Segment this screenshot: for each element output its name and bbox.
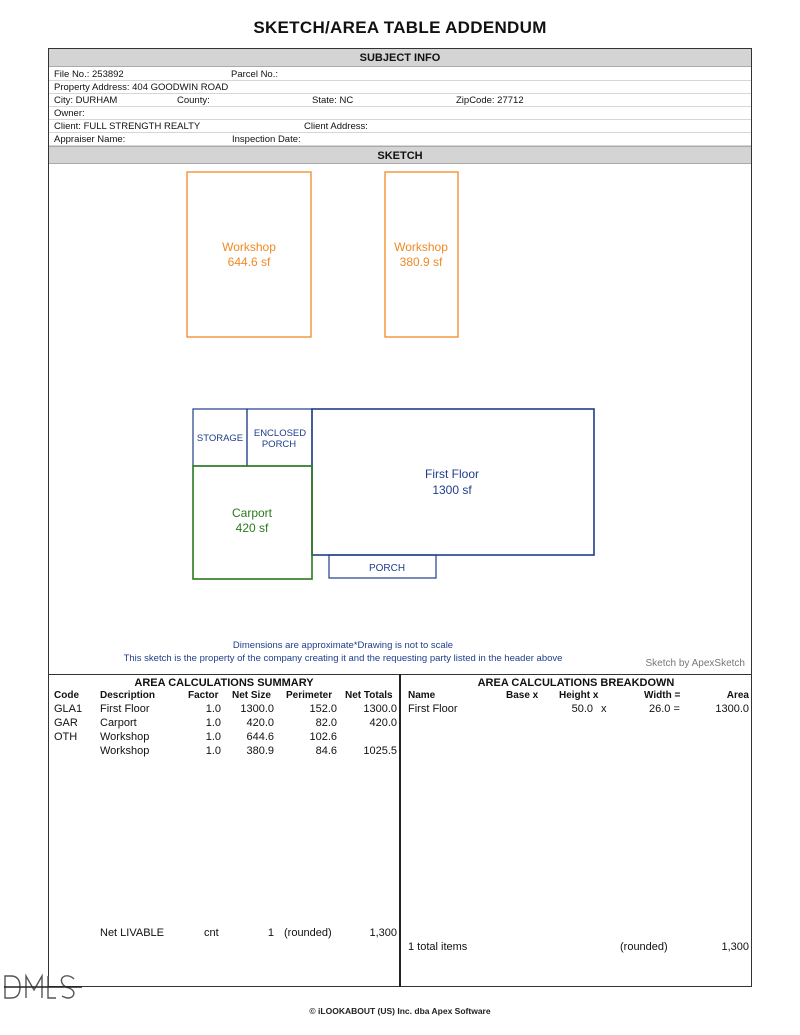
summary-factor: 1.0 xyxy=(205,703,221,715)
breakdown-total-items: 1 total items xyxy=(408,941,468,953)
sketch-credit: Sketch by ApexSketch xyxy=(645,658,745,669)
workshop-2-area: 380.9 sf xyxy=(399,255,443,269)
summary-net-size: 380.9 xyxy=(246,745,274,757)
net-livable-total: 1,300 xyxy=(369,927,397,939)
col-perimeter: Perimeter xyxy=(286,690,333,701)
area-summary-panel xyxy=(49,674,399,987)
col-name: Name xyxy=(408,690,436,701)
summary-perimeter: 152.0 xyxy=(309,703,337,715)
breakdown-rounded-label: (rounded) xyxy=(620,941,668,953)
summary-factor: 1.0 xyxy=(205,745,221,757)
col-width: Width = xyxy=(644,690,681,701)
info-row-client xyxy=(49,120,751,133)
subject-info-heading: SUBJECT INFO xyxy=(49,49,751,67)
client-address: Client Address: xyxy=(304,121,368,132)
col-base: Base x xyxy=(506,690,539,701)
appraiser-name: Appraiser Name: xyxy=(54,134,126,145)
net-livable-cnt-label: cnt xyxy=(204,927,219,939)
summary-net-size: 644.6 xyxy=(246,731,274,743)
summary-net-size: 1300.0 xyxy=(240,703,274,715)
summary-net-size: 420.0 xyxy=(246,717,274,729)
summary-net-total: 1300.0 xyxy=(363,703,397,715)
info-row-address xyxy=(49,81,751,94)
enclosed-porch-label-line2: PORCH xyxy=(261,439,297,450)
sketch-area xyxy=(49,165,751,675)
owner: Owner: xyxy=(54,108,85,119)
col-height: Height x xyxy=(559,690,599,701)
sketch-disclaimer-property: This sketch is the property of the company creating it and the requesting party listed in the header above xyxy=(123,653,563,664)
client: Client: FULL STRENGTH REALTY xyxy=(54,121,201,132)
summary-perimeter: 102.6 xyxy=(309,731,337,743)
workshop-1-label: Workshop xyxy=(222,240,276,254)
enclosed-porch-label-line1: ENCLOSED xyxy=(253,428,307,439)
floor-plan-sketch xyxy=(49,165,751,675)
breakdown-height: 50.0 xyxy=(571,703,593,715)
info-row-file xyxy=(49,68,751,81)
col-description: Description xyxy=(100,690,156,701)
workshop-1-area: 644.6 sf xyxy=(227,255,271,269)
first-floor-outline xyxy=(312,409,594,555)
summary-perimeter: 84.6 xyxy=(315,745,337,757)
city: City: DURHAM xyxy=(54,95,118,106)
area-breakdown-panel xyxy=(401,674,751,987)
summary-description: Carport xyxy=(100,717,137,729)
summary-description: First Floor xyxy=(100,703,150,715)
footer-copyright: © iLOOKABOUT (US) Inc. dba Apex Software xyxy=(309,1006,491,1016)
dmls-watermark-logo xyxy=(2,972,82,1006)
breakdown-width: 26.0 = xyxy=(649,703,680,715)
net-livable-cnt: 1 xyxy=(267,927,274,939)
carport-area: 420 sf xyxy=(235,521,269,535)
document-title: SKETCH/AREA TABLE ADDENDUM xyxy=(253,18,547,37)
col-area: Area xyxy=(726,690,749,701)
summary-description: Workshop xyxy=(100,731,150,743)
parcel-number: Parcel No.: xyxy=(231,69,278,80)
workshop-2-label: Workshop xyxy=(394,240,448,254)
sketch-heading: SKETCH xyxy=(49,146,751,164)
property-address: Property Address: 404 GOODWIN ROAD xyxy=(54,82,229,93)
summary-perimeter: 82.0 xyxy=(315,717,337,729)
col-code: Code xyxy=(54,690,79,701)
breakdown-name: First Floor xyxy=(408,703,458,715)
summary-net-total: 420.0 xyxy=(369,717,397,729)
info-row-city xyxy=(49,94,751,107)
col-net-totals: Net Totals xyxy=(345,690,393,701)
col-net-size: Net Size xyxy=(232,690,271,701)
zipcode: ZipCode: 27712 xyxy=(456,95,524,106)
breakdown-times: x xyxy=(601,703,607,715)
info-row-appraiser xyxy=(49,133,751,146)
net-livable-rounded-label: (rounded) xyxy=(284,927,332,939)
storage-label: STORAGE xyxy=(196,433,244,444)
county: County: xyxy=(177,95,210,106)
summary-factor: 1.0 xyxy=(205,717,221,729)
first-floor-area: 1300 sf xyxy=(432,483,472,497)
summary-description: Workshop xyxy=(100,745,150,757)
summary-code: GAR xyxy=(54,717,78,729)
summary-net-total: 1025.5 xyxy=(363,745,397,757)
summary-code: GLA1 xyxy=(54,703,83,715)
area-summary-heading: AREA CALCULATIONS SUMMARY xyxy=(134,677,314,689)
breakdown-total: 1,300 xyxy=(721,941,749,953)
summary-factor: 1.0 xyxy=(205,731,221,743)
net-livable-label: Net LIVABLE xyxy=(100,927,164,939)
inspection-date: Inspection Date: xyxy=(232,134,301,145)
addendum-frame xyxy=(48,48,752,987)
first-floor-label: First Floor xyxy=(425,467,479,481)
file-number: File No.: 253892 xyxy=(54,69,124,80)
porch-label: PORCH xyxy=(368,563,406,574)
sketch-disclaimer-scale: Dimensions are approximate*Drawing is not to scale xyxy=(232,640,454,651)
state: State: NC xyxy=(312,95,354,106)
area-breakdown-heading: AREA CALCULATIONS BREAKDOWN xyxy=(477,677,675,689)
carport-label: Carport xyxy=(231,506,273,520)
breakdown-area: 1300.0 xyxy=(715,703,749,715)
summary-code: OTH xyxy=(54,731,78,743)
col-factor: Factor xyxy=(188,690,219,701)
info-row-owner xyxy=(49,107,751,120)
